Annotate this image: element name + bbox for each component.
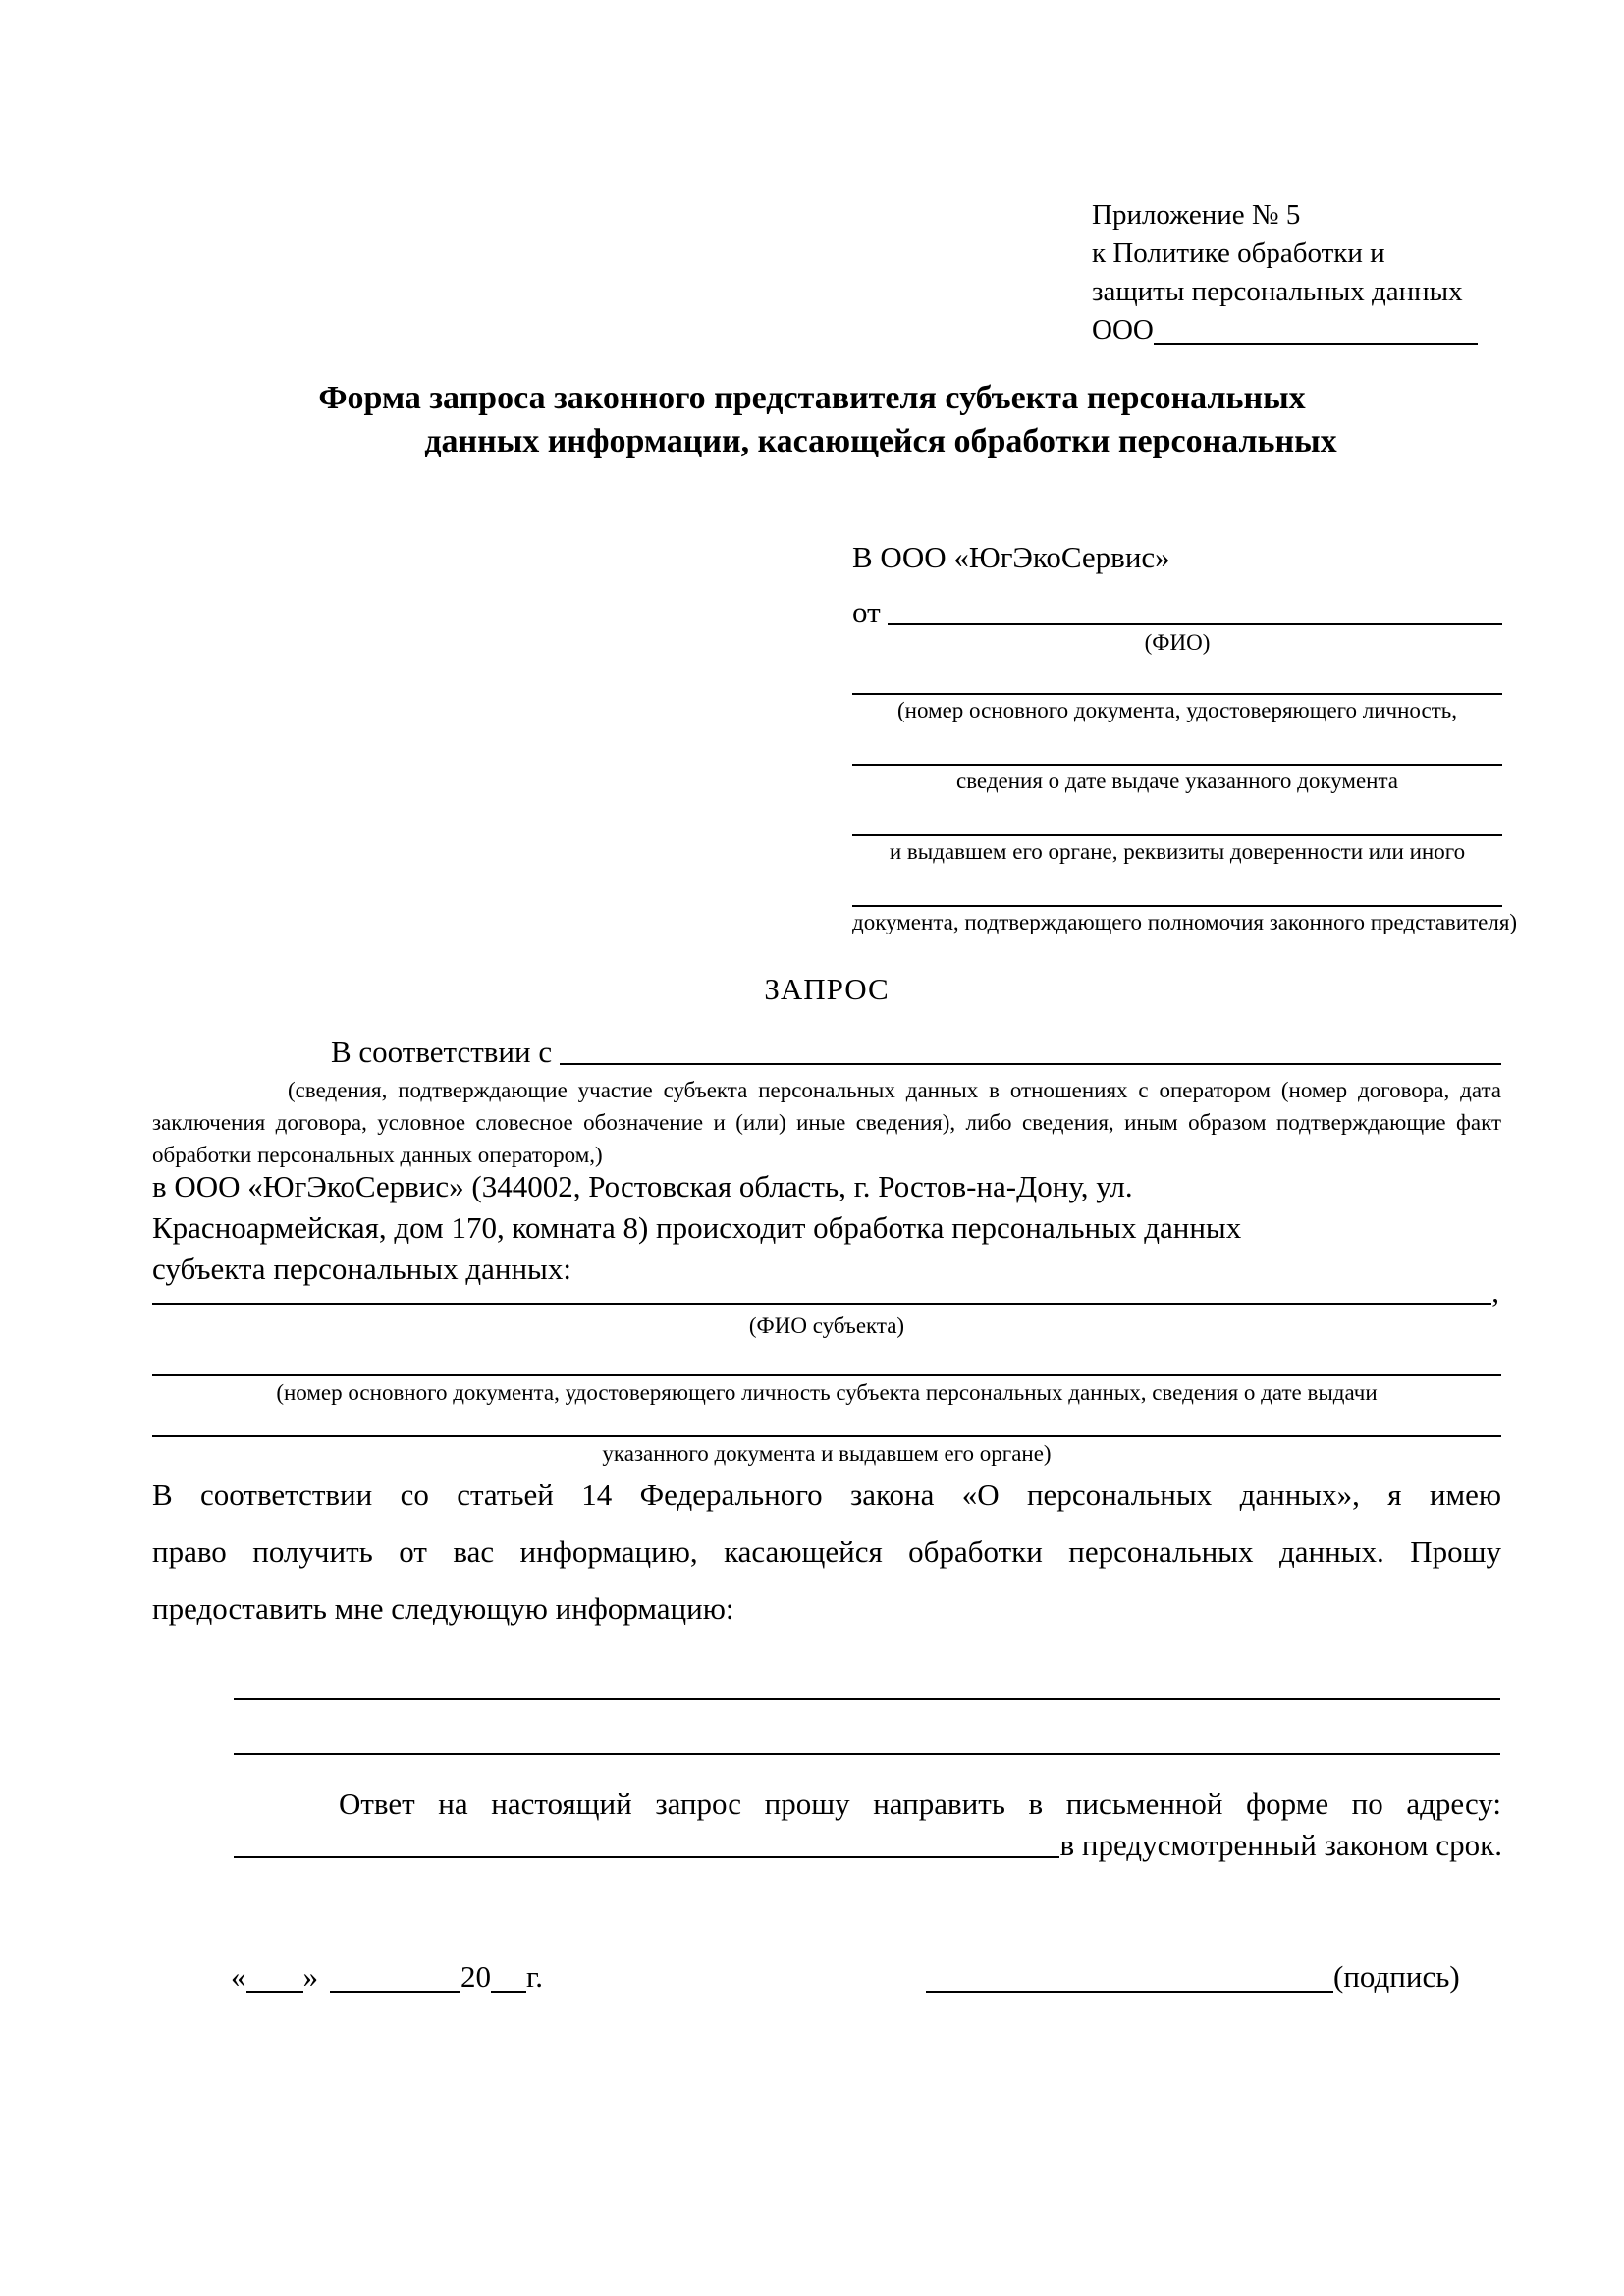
from-label: от (852, 595, 889, 629)
subject-fio-field (152, 1274, 1499, 1309)
accordance-field (152, 1031, 1501, 1070)
annex-note-line: защиты персональных данных (1092, 276, 1463, 307)
from-blank-line (888, 623, 1502, 625)
representative-doc-field (852, 870, 1518, 940)
explanatory-note-line: обработки персональных данных оператором,) (152, 1143, 603, 1167)
blank-line-caption: документа, подтверждающего полномочия законного представителя) (852, 910, 1518, 934)
page-title-line: Форма запроса законного представителя субъекта персональных (318, 380, 1306, 416)
subject-doc-blank-line (152, 1341, 1501, 1376)
explanatory-note (152, 1074, 1501, 1171)
explanatory-note-line: (сведения, подтверждающие участие субъекта персональных данных в отношениях с оператором (номер договора, дата (288, 1078, 1501, 1102)
addressee-company: В ООО «ЮгЭкоСервис» (852, 540, 1170, 574)
annex-note-line: Приложение № 5 (1092, 199, 1301, 231)
date-field (231, 1959, 543, 1994)
quote-open: « (231, 1959, 246, 1994)
operator-paragraph-line: Красноармейская, дом 170, комната 8) происходит обработка персональных данных (152, 1210, 1242, 1245)
representative-doc-field (852, 658, 1502, 728)
law-paragraph (152, 1467, 1501, 1637)
operator-paragraph-line: в ООО «ЮгЭкоСервис» (344002, Ростовская область, г. Ростов-на-Дону, ул. (152, 1169, 1133, 1203)
from-field (852, 589, 1502, 630)
month-blank-line (330, 1960, 460, 1993)
company-name-blank (1092, 311, 1478, 349)
address-blank-line (234, 1856, 1059, 1858)
fio-caption: (ФИО) (1144, 630, 1211, 655)
information-blank-line (234, 1724, 1500, 1755)
year-prefix: 20 (460, 1959, 491, 1994)
subject-doc-caption: (номер основного документа, удостоверяющего личность субъекта персональных данных, сведения о дате выдачи (276, 1380, 1378, 1405)
addressee-block (852, 538, 1518, 940)
blank-line-caption: (номер основного документа, удостоверяющего личность, (896, 698, 1457, 722)
company-name-blank-line (1154, 314, 1478, 345)
year-suffix: г. (526, 1959, 543, 1994)
annex-note-line: к Политике обработки и (1092, 238, 1385, 269)
quote-close: » (302, 1959, 318, 1994)
law-paragraph-line: право получить от вас информацию, касающейся обработки персональных данных. Прошу (152, 1534, 1501, 1569)
operator-paragraph-line: субъекта персональных данных: (152, 1252, 571, 1286)
law-paragraph-line: предоставить мне следующую информацию: (152, 1591, 734, 1626)
signature-caption: (подпись) (1333, 1959, 1460, 1994)
trailing-comma: , (1491, 1274, 1499, 1308)
deadline-text: в предусмотренный законом срок. (1059, 1828, 1502, 1862)
signature-field (926, 1959, 1460, 1995)
law-paragraph-line: В соответствии со статьей 14 Федерального закона «О персональных данных», я имею (152, 1477, 1501, 1512)
ooo-label: ООО (1092, 314, 1154, 346)
request-heading: ЗАПРОС (764, 972, 890, 1006)
annex-note (1092, 196, 1478, 349)
footer-row (231, 1959, 1507, 1995)
subject-fio-blank-line (152, 1303, 1491, 1305)
information-blank-line (234, 1669, 1500, 1700)
page-title (137, 377, 1487, 463)
blank-line-caption: и выдавшем его органе, реквизиты доверенности или иного (889, 839, 1466, 864)
answer-paragraph: Ответ на настоящий запрос прошу направить в письменной форме по адресу: (339, 1787, 1501, 1821)
blank-line-caption: сведения о дате выдаче указанного документа (955, 769, 1399, 793)
explanatory-note-line: заключения договора, условное словесное обозначение и (или) иные сведения), либо сведения, иным образом подтверждающие факт (152, 1110, 1501, 1135)
blank-line (852, 870, 1502, 907)
accordance-label: В соответствии с (331, 1035, 560, 1069)
representative-doc-field (852, 799, 1502, 870)
subject-fio-caption: (ФИО субъекта) (748, 1313, 905, 1338)
representative-doc-field (852, 728, 1502, 799)
blank-line (852, 728, 1502, 766)
subject-doc-caption: указанного документа и выдавшем его органе) (602, 1441, 1052, 1466)
signature-blank-line (926, 1960, 1333, 1993)
address-field (234, 1828, 1502, 1863)
year-blank-line (491, 1960, 526, 1993)
day-blank-line (246, 1960, 303, 1993)
page-title-line: данных информации, касающейся обработки персональных (424, 423, 1337, 459)
accordance-blank-line (560, 1063, 1501, 1065)
subject-doc-blank-line (152, 1404, 1501, 1437)
blank-line (852, 799, 1502, 836)
blank-line (852, 658, 1502, 695)
operator-paragraph (152, 1166, 1501, 1290)
